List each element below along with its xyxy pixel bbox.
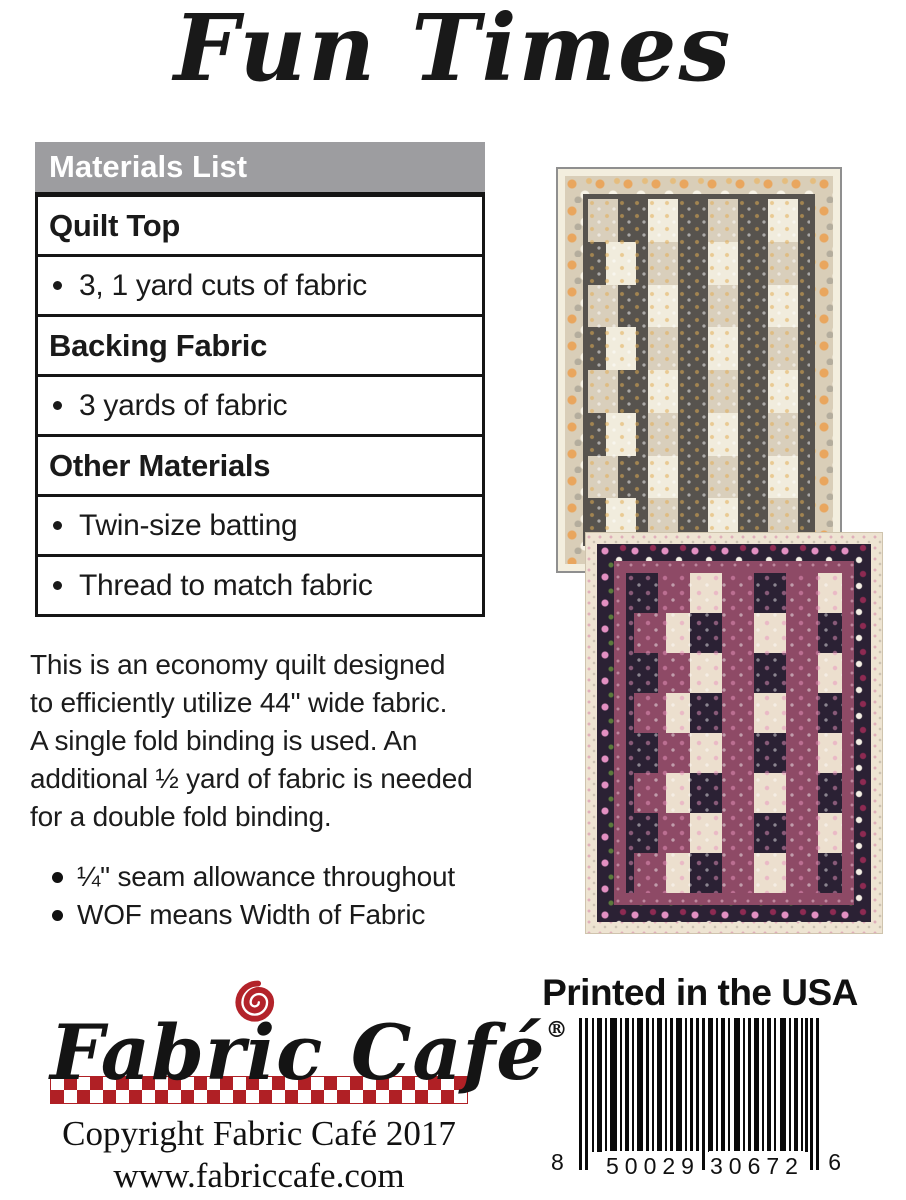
barcode-digit-group2: 30672: [710, 1153, 804, 1179]
quilt-row: [626, 573, 842, 613]
registered-mark: ®: [545, 1017, 568, 1043]
quilt-row: [588, 456, 810, 499]
table-row: [38, 257, 482, 317]
plum-inner-border: [614, 561, 854, 905]
materials-table-body: [35, 192, 485, 617]
quilt-row: [588, 242, 810, 285]
notes-list: [52, 858, 455, 934]
row-text: Twin-size batting: [79, 508, 298, 542]
website-text: www.fabriccafe.com: [113, 1156, 405, 1195]
row-text: 3 yards of fabric: [79, 388, 288, 422]
row-text: Quilt Top: [49, 207, 181, 243]
materials-table-header: Materials List: [35, 142, 485, 192]
quilt-preview-purple: [585, 532, 883, 934]
quilt-row: [588, 327, 810, 370]
bullet-icon: [53, 581, 62, 590]
description-paragraph: [30, 646, 500, 836]
quilt-row: [626, 773, 842, 813]
bullet-icon: [52, 872, 63, 883]
navy-floral-border: [597, 544, 871, 922]
fabric-cafe-logo: [50, 980, 568, 1196]
table-row-other-materials: [38, 437, 482, 497]
barcode-digit-left: 8: [551, 1149, 564, 1175]
barcode-bars: [579, 1018, 819, 1170]
quilt-row: [626, 653, 842, 693]
quilt-row: [588, 199, 810, 242]
table-row-quilt-top: [38, 197, 482, 257]
row-text: Backing Fabric: [49, 327, 268, 363]
quilt-row: [626, 853, 842, 893]
page-title: Fun Times: [173, 0, 733, 102]
quilt-row: [626, 693, 842, 733]
row-text: Thread to match fabric: [79, 568, 373, 602]
row-text: 3, 1 yard cuts of fabric: [79, 268, 367, 302]
bullet-icon: [52, 910, 63, 921]
quilt-row: [626, 613, 842, 653]
barcode-digit-right: 6: [828, 1149, 841, 1175]
description-line: This is an economy quilt designed: [30, 649, 446, 680]
quilt-field: [583, 194, 815, 546]
brand-name: Fabric Café: [50, 1008, 546, 1097]
materials-table: [35, 142, 485, 617]
description-line: A single fold binding is used. An: [30, 725, 418, 756]
table-row: [38, 557, 482, 614]
quilt-row: [588, 370, 810, 413]
description-line: for a double fold binding.: [30, 801, 332, 832]
table-row-backing-fabric: [38, 317, 482, 377]
table-row: [38, 497, 482, 557]
quilt-row: [626, 733, 842, 773]
logo-brand-text: [50, 980, 568, 1097]
bullet-icon: [53, 521, 62, 530]
printed-in-usa-text: Printed in the USA: [542, 972, 858, 1013]
note-item: [52, 858, 455, 896]
note-text: ¼" seam allowance throughout: [77, 861, 455, 892]
quilt-row: [588, 285, 810, 328]
note-text: WOF means Width of Fabric: [77, 899, 426, 930]
barcode-digit-group1: 50029: [606, 1153, 700, 1179]
quilt-row: [588, 413, 810, 456]
row-text: Other Materials: [49, 447, 271, 483]
quilt-field: [626, 573, 842, 893]
copyright-text: Copyright Fabric Café 2017: [62, 1114, 456, 1153]
upc-barcode: [549, 1018, 845, 1182]
quilt-row: [626, 813, 842, 853]
bullet-icon: [53, 401, 62, 410]
table-row: [38, 377, 482, 437]
floral-border: [565, 176, 833, 564]
quilt-preview-tan-gray: [556, 167, 842, 573]
note-item: [52, 896, 455, 934]
bullet-icon: [53, 281, 62, 290]
description-line: additional ½ yard of fabric is needed: [30, 763, 473, 794]
red-spiral-icon: [232, 980, 276, 1024]
description-line: to efficiently utilize 44" wide fabric.: [30, 687, 448, 718]
